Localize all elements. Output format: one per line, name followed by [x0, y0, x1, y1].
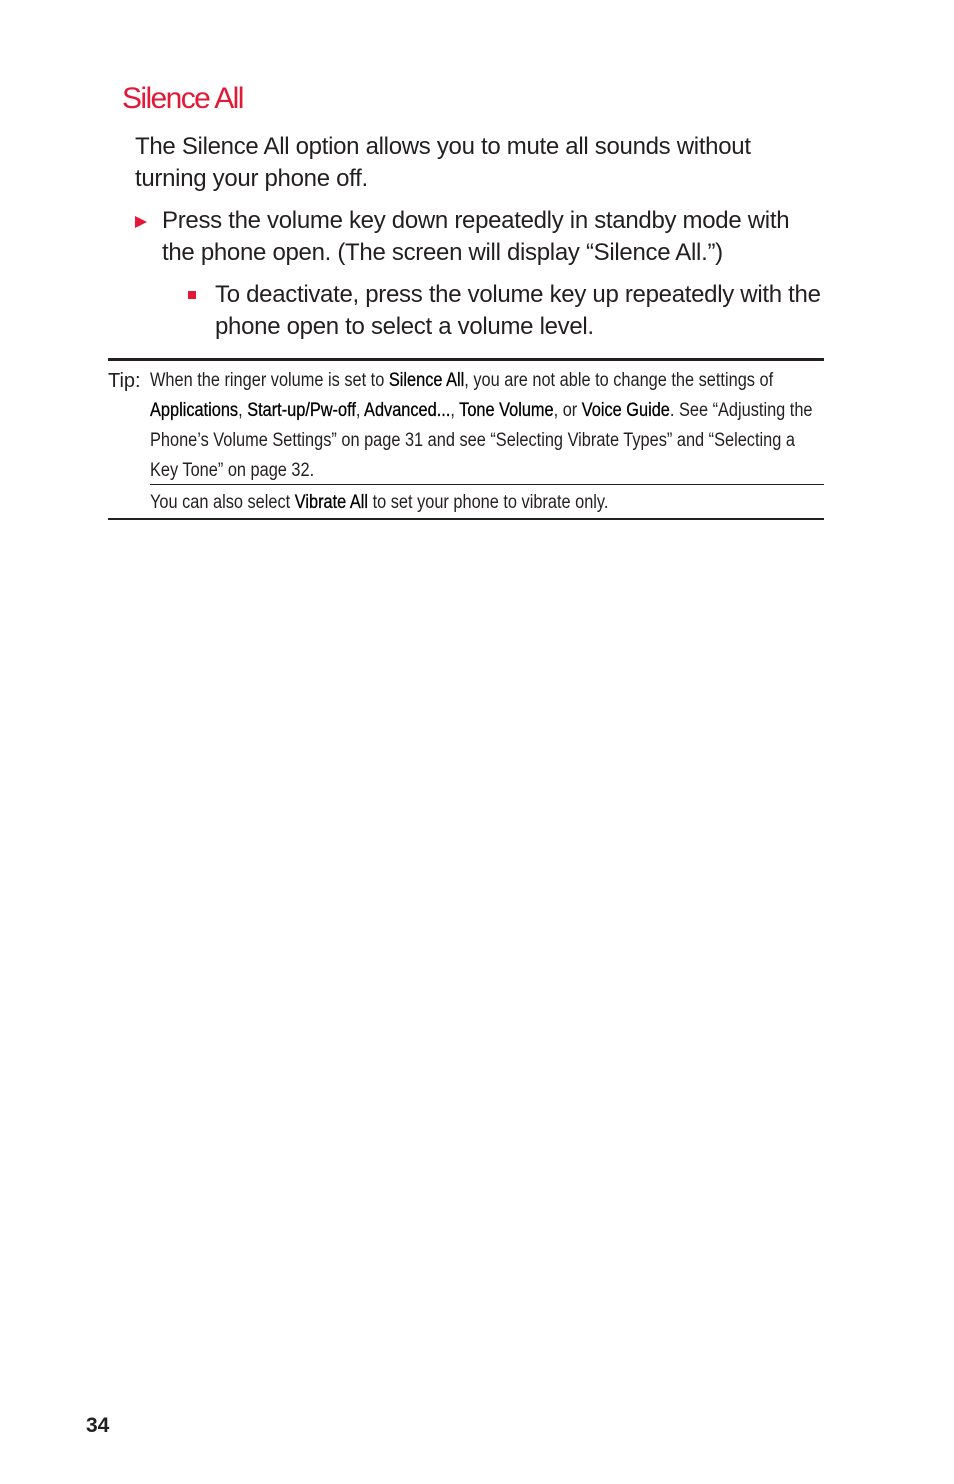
step-text: Press the volume key down repeatedly in standby mode with the phone open. (The screen will display “Silence All.”) — [162, 207, 790, 266]
tip-top-rule — [108, 358, 824, 361]
tip-note-text: You can also select — [150, 492, 295, 513]
triangle-bullet-icon — [135, 216, 147, 228]
menu-term-applications: Applications — [150, 400, 239, 421]
tip-text: , you are not able to change the settings of — [464, 370, 774, 391]
menu-term-vibrate-all: Vibrate All — [294, 492, 369, 513]
step-item — [135, 205, 825, 269]
intro-paragraph: The Silence All option allows you to mute all sounds without turning your phone off. — [135, 133, 751, 192]
menu-term-advanced: Advanced... — [364, 400, 451, 421]
menu-term-silence-all: Silence All — [388, 370, 465, 391]
tip-label: Tip: — [108, 370, 141, 392]
tip-text: , or — [553, 400, 582, 421]
tip-bottom-rule — [108, 518, 824, 520]
sub-step-text: To deactivate, press the volume key up repeatedly with the phone open to select a volume level. — [215, 281, 821, 340]
tip-paragraph — [150, 366, 823, 486]
tip-text: , — [238, 400, 248, 421]
tip-text: , — [355, 400, 365, 421]
square-bullet-icon — [188, 291, 196, 299]
tip-note-text: to set your phone to vibrate only. — [368, 492, 609, 513]
tip-divider — [150, 484, 824, 485]
tip-text: When the ringer volume is set to — [150, 370, 389, 391]
tip-text: . See “Adjusting the Phone’s Volume Settings” on page 31 and see “Selecting Vibrate Types” and “Selecting a Key Tone” on page 32. — [150, 400, 813, 481]
tip-text: , — [450, 400, 460, 421]
menu-term-startup: Start-up/Pw-off — [247, 400, 356, 421]
sub-step-item — [188, 279, 838, 343]
menu-term-voice-guide: Voice Guide — [581, 400, 670, 421]
section-title: Silence All — [122, 82, 243, 115]
tip-note — [150, 488, 608, 518]
page-number: 34 — [86, 1414, 110, 1437]
menu-term-tone-volume: Tone Volume — [459, 400, 554, 421]
